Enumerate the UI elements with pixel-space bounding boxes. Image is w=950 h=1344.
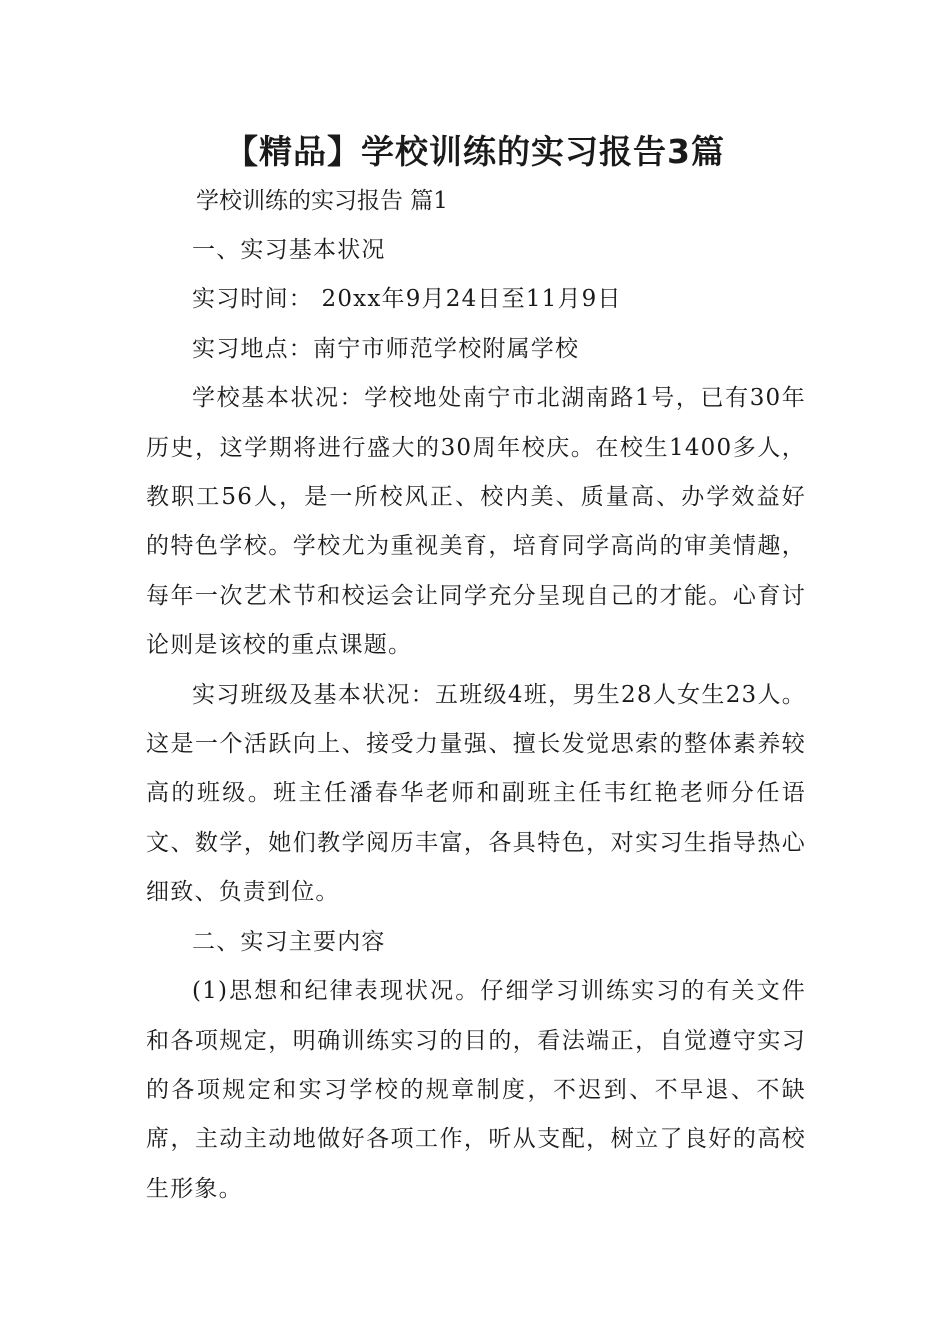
internship-time: 实习时间： 20xx年9月24日至11月9日: [192, 286, 622, 313]
heading-basic-situation: 一、实习基本状况: [192, 237, 386, 263]
document-body: [146, 226, 806, 1214]
document-title: 【精品】学校训练的实习报告3篇: [225, 132, 725, 171]
conduct-paragraph: (1)思想和纪律表现状况。仔细学习训练实习的有关文件和各项规定，明确训练实习的目的，看法端正，自觉遵守实习的各项规定和实习学校的规章制度，不迟到、不早退、不缺席，主动主动地做好各项工作，听从支配，树立了良好的高校生形象。: [146, 978, 806, 1202]
class-overview-paragraph: 实习班级及基本状况：五班级4班，男生28人女生23人。这是一个活跃向上、接受力量强、擅长发觉思索的整体素养较高的班级。班主任潘春华老师和副班主任韦红艳老师分任语文、数学，她们教学阅历丰富，各具特色，对实习生指导热心细致、负责到位。: [146, 681, 806, 906]
school-overview-paragraph: 学校基本状况：学校地处南宁市北湖南路1号，已有30年历史，这学期将进行盛大的30周年校庆。在校生1400多人，教职工56人，是一所校风正、校内美、质量高、办学效益好的特色学校。学校尤为重视美育，培育同学高尚的审美情趣，每年一次艺术节和校运会让同学充分呈现自己的才能。心育讨论则是该校的重点课题。: [146, 385, 806, 659]
internship-location: 实习地点：南宁市师范学校附属学校: [192, 335, 580, 362]
heading-main-content: 二、实习主要内容: [192, 928, 386, 955]
section-heading: 学校训练的实习报告 篇1: [196, 188, 448, 214]
